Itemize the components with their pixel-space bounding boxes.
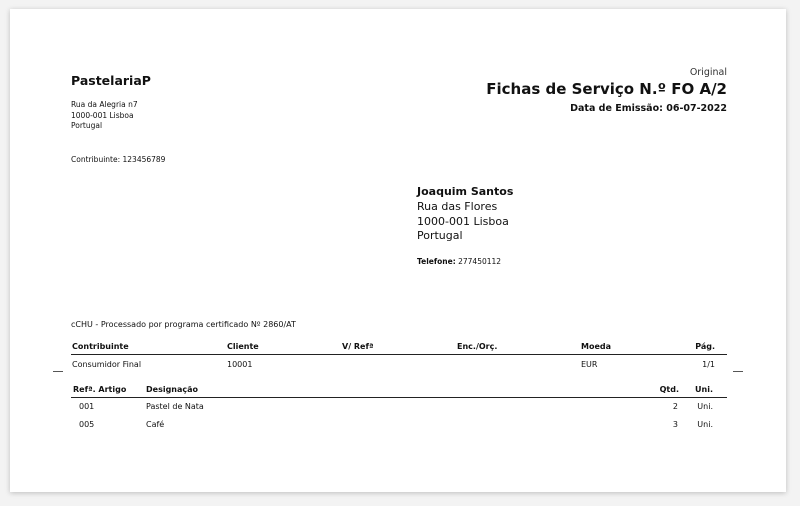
client-street: Rua das Flores <box>417 200 498 213</box>
company-street: Rua da Alegria n7 <box>71 100 138 109</box>
company-country: Portugal <box>71 121 103 130</box>
summary-cell-client: 10001 <box>227 360 253 369</box>
certification-note: cCHU - Processado por programa certificado Nº 2860/AT <box>71 320 296 329</box>
item-qty: 3 <box>672 420 678 429</box>
client-phone <box>417 257 501 266</box>
summary-header-page: Pág. <box>695 342 715 351</box>
item-ref: 005 <box>79 420 95 429</box>
item-unit: Uni. <box>697 402 713 411</box>
summary-cell-page: 1/1 <box>702 360 715 369</box>
company-address <box>71 100 138 132</box>
fold-mark-left <box>53 371 63 372</box>
items-header-ref: Refª. Artigo <box>73 385 127 394</box>
summary-cell-taxpayer: Consumidor Final <box>72 360 142 369</box>
copy-label: Original <box>689 67 727 78</box>
item-designation: Café <box>146 420 165 429</box>
summary-header-your-ref: V/ Refª <box>342 342 374 351</box>
client-address <box>417 200 509 244</box>
summary-header-currency: Moeda <box>581 342 612 351</box>
client-phone-label: Telefone: <box>417 257 456 266</box>
item-unit: Uni. <box>697 420 713 429</box>
summary-header-divider <box>71 354 727 355</box>
fold-mark-right <box>733 371 743 372</box>
item-qty: 2 <box>672 402 678 411</box>
client-postal-city: 1000-001 Lisboa <box>417 214 509 228</box>
company-name: PastelariaP <box>71 73 151 88</box>
invoice-page <box>10 9 786 492</box>
items-header-unit: Uni. <box>695 385 713 394</box>
summary-cell-currency: EUR <box>581 360 598 369</box>
summary-header-taxpayer: Contribuinte <box>72 342 129 351</box>
client-country: Portugal <box>417 229 463 242</box>
company-postal-city: 1000-001 Lisboa <box>71 110 134 120</box>
items-header-divider <box>71 397 727 398</box>
company-taxpayer: Contribuinte: 123456789 <box>71 155 166 164</box>
summary-header-order: Enc./Orç. <box>457 342 498 351</box>
issue-date: Data de Emissão: 06-07-2022 <box>570 103 727 114</box>
items-header-qty: Qtd. <box>659 385 679 394</box>
client-phone-number: 277450112 <box>458 257 502 266</box>
document-title: Fichas de Serviço N.º FO A/2 <box>486 80 727 98</box>
client-name: Joaquim Santos <box>417 185 514 198</box>
item-designation: Pastel de Nata <box>146 402 204 411</box>
items-header-designation: Designação <box>146 385 199 394</box>
item-ref: 001 <box>79 402 95 411</box>
summary-header-client: Cliente <box>227 342 259 351</box>
